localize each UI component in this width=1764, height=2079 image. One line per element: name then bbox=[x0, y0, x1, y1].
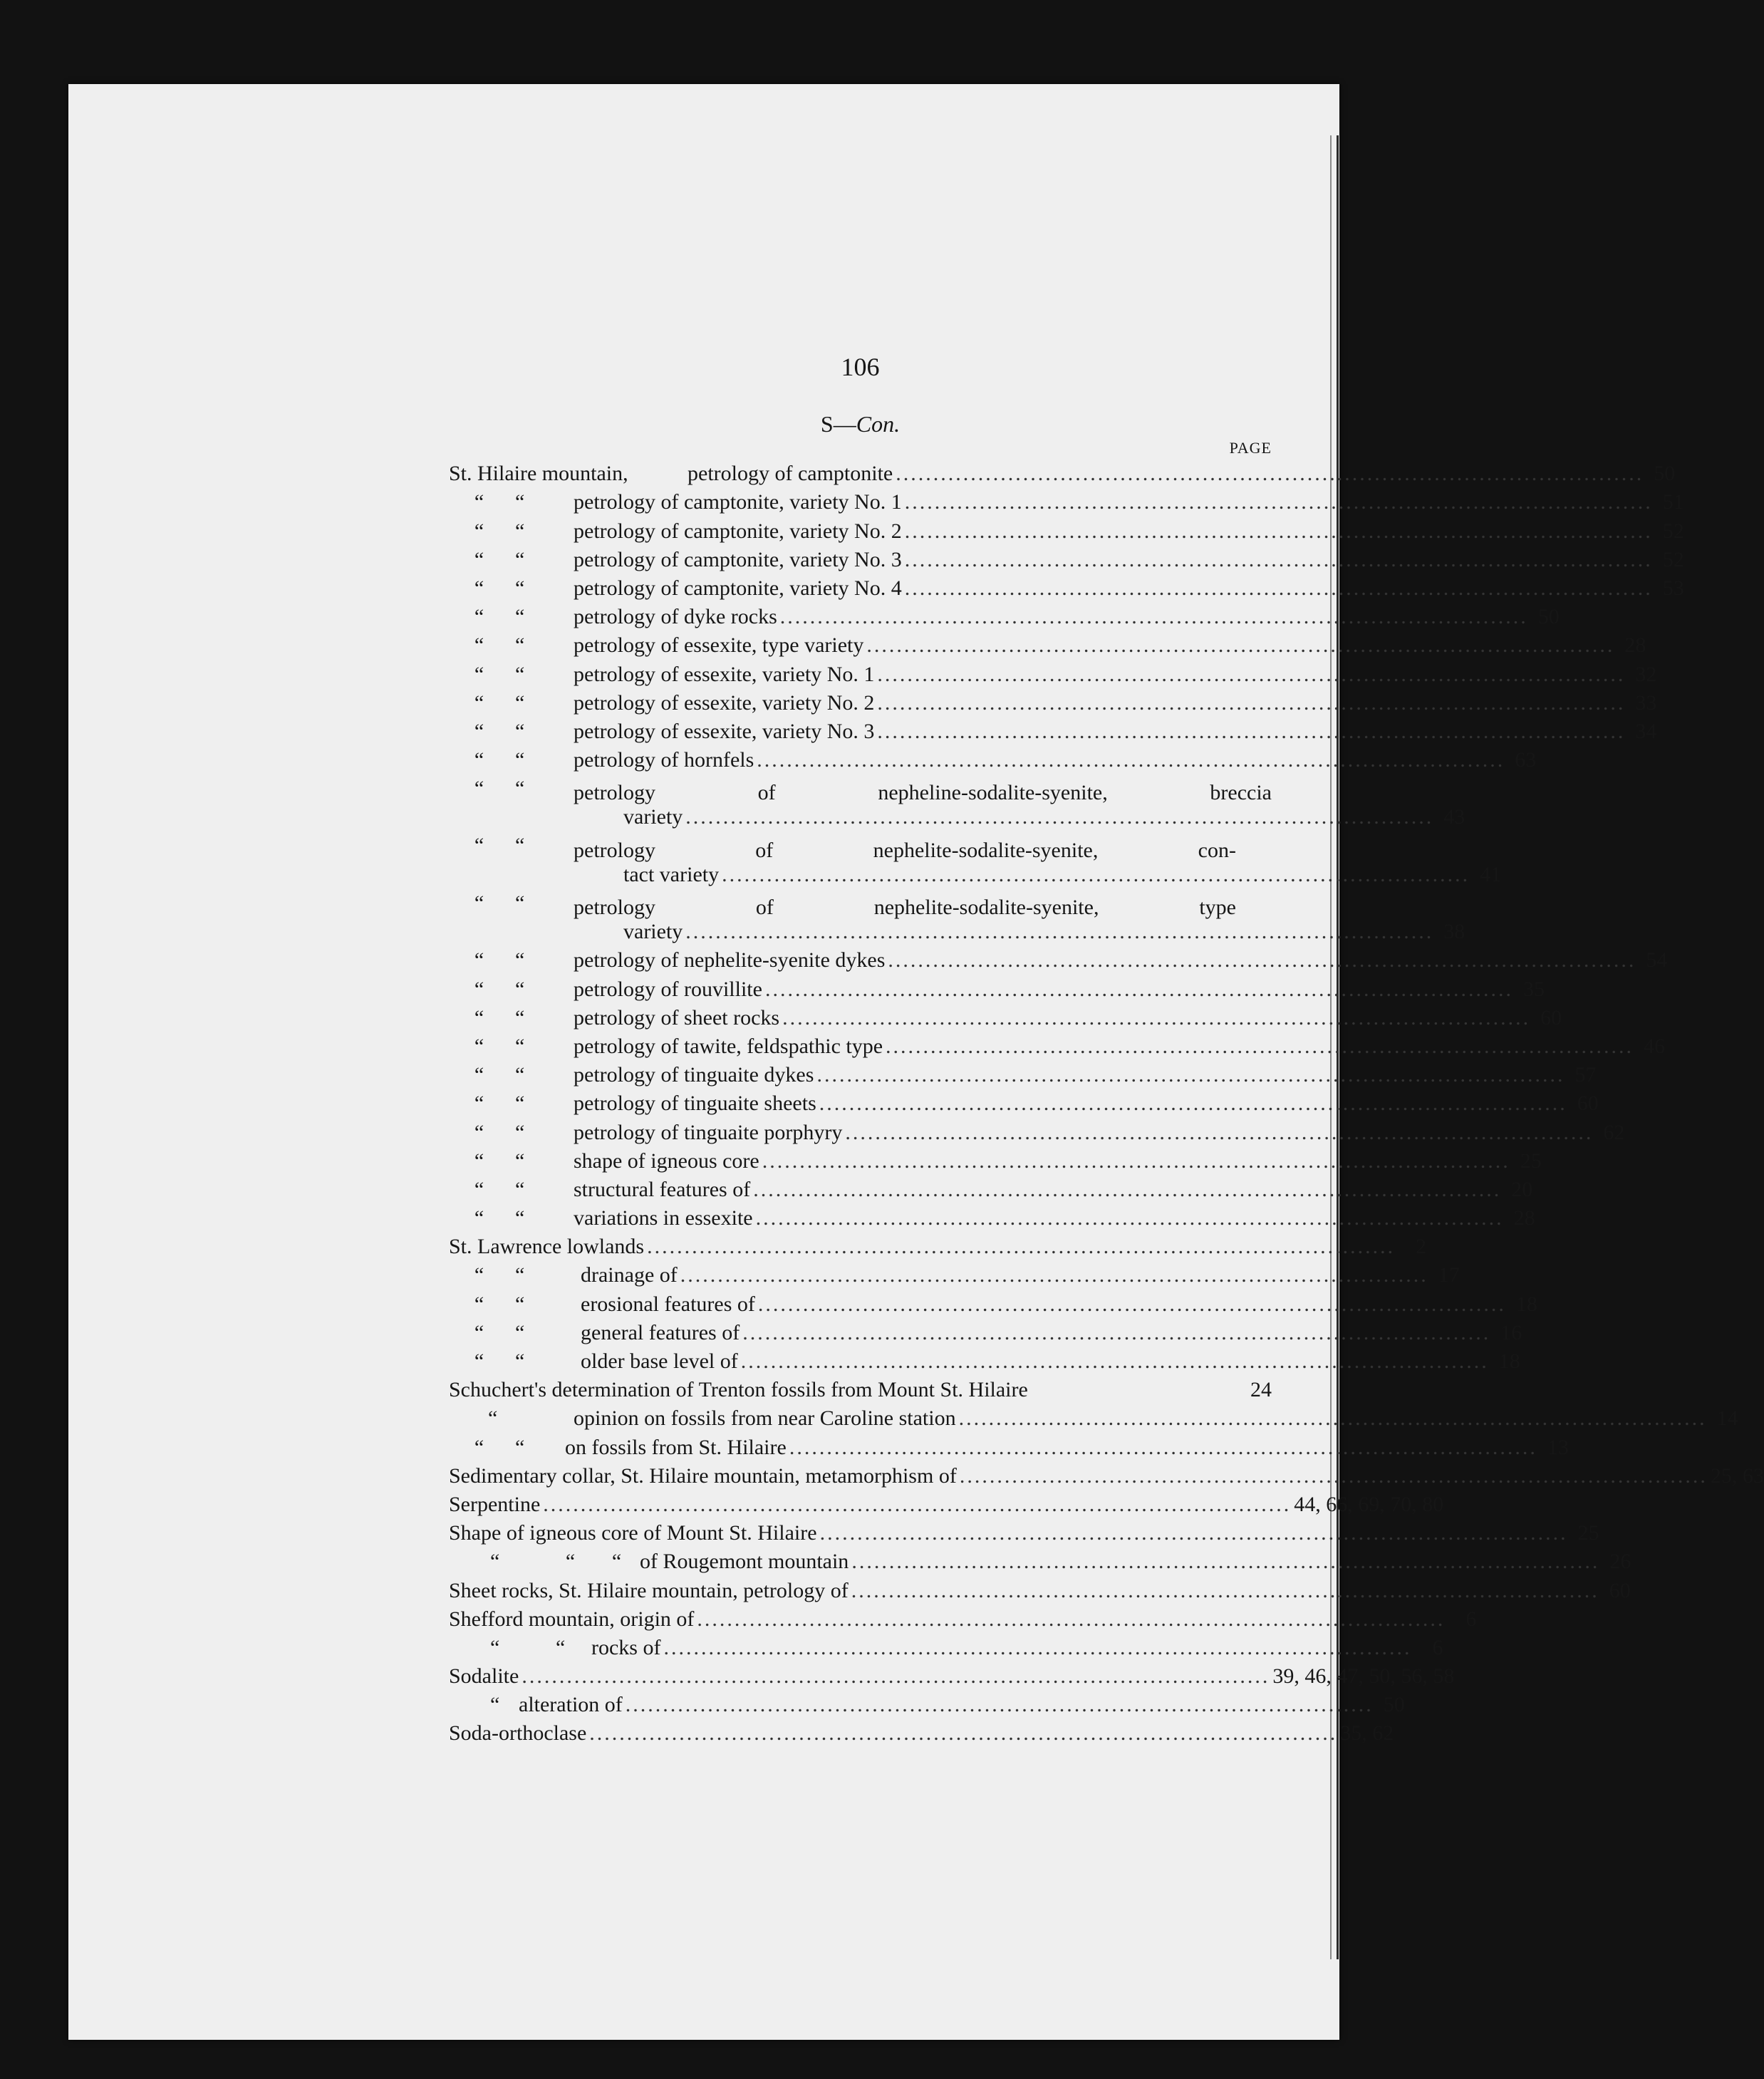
entry-page: 39, 46, 47, 50, 56, 58 bbox=[1272, 1664, 1455, 1689]
leader-dots: .................................................................................................... bbox=[904, 490, 1653, 514]
entry-page: 14 bbox=[1716, 1406, 1738, 1431]
leader-dots: .................................................................................................... bbox=[904, 547, 1653, 571]
index-entry bbox=[449, 1431, 1569, 1459]
ditto-mark: “ bbox=[474, 977, 484, 1001]
entry-page: 28 bbox=[1624, 633, 1646, 658]
leader-dots: .................................................................................................... bbox=[789, 1435, 1537, 1459]
ditto-mark: “ bbox=[474, 633, 484, 658]
entry-page: 26 bbox=[1609, 1550, 1631, 1574]
index-entry bbox=[449, 772, 1465, 829]
ditto-mark: “ bbox=[515, 948, 525, 973]
page-number: 106 bbox=[841, 353, 880, 381]
entry-page: 62 bbox=[1603, 1120, 1625, 1144]
ditto-mark: “ bbox=[611, 1550, 622, 1574]
entry-heading: Shefford mountain, origin of bbox=[449, 1607, 695, 1631]
entry-text-continued: variety bbox=[623, 920, 683, 944]
ditto-mark: “ bbox=[515, 690, 525, 715]
index-entry bbox=[449, 1287, 1537, 1316]
ditto-mark: “ bbox=[474, 1435, 484, 1459]
index-entry bbox=[449, 1632, 1443, 1660]
index-entry bbox=[449, 1345, 1520, 1374]
leader-dots: .................................................................................................... bbox=[740, 1349, 1489, 1374]
leader-dots: .................................................................................................... bbox=[816, 1063, 1565, 1087]
entry-text: petrology of hornfels bbox=[574, 748, 754, 772]
ditto-mark: “ bbox=[474, 834, 484, 858]
index-entry bbox=[449, 1116, 1625, 1144]
entry-text: petrology of camptonite, variety No. 2 bbox=[574, 519, 902, 543]
index-entry bbox=[449, 715, 1657, 744]
section-heading bbox=[449, 409, 1272, 439]
ditto-mark: “ bbox=[474, 1320, 484, 1344]
ditto-mark: “ bbox=[515, 1092, 525, 1116]
ditto-mark: “ bbox=[515, 1263, 525, 1287]
index-entry bbox=[449, 1460, 1764, 1488]
ditto-mark: “ bbox=[515, 1435, 525, 1459]
entry-page: 32 bbox=[1635, 662, 1657, 686]
leader-dots: .................................................................................................... bbox=[685, 805, 1434, 829]
entry-text: petrology of camptonite, variety No. 3 bbox=[574, 547, 902, 571]
entry-text: petrology of camptonite bbox=[688, 462, 893, 486]
entry-text: petrology of sheet rocks bbox=[574, 1005, 780, 1030]
entry-page: 60 bbox=[1540, 1005, 1562, 1030]
ditto-mark: “ bbox=[515, 547, 525, 571]
entry-heading: Schuchert's determination of Trenton fossils from Mount St. Hilaire bbox=[449, 1378, 1028, 1402]
index-entry bbox=[449, 629, 1646, 658]
index-entry bbox=[449, 687, 1657, 715]
ditto-mark: “ bbox=[515, 1292, 525, 1316]
entry-heading: Sodalite bbox=[449, 1664, 519, 1689]
ditto-mark: “ bbox=[474, 605, 484, 629]
ditto-mark: “ bbox=[515, 1005, 525, 1030]
entry-text: petrology of essexite, type variety bbox=[574, 633, 864, 658]
index-entry bbox=[449, 829, 1502, 886]
index-entry bbox=[449, 1660, 1455, 1689]
ditto-mark: “ bbox=[474, 519, 484, 543]
leader-dots: .................................................................................................... bbox=[697, 1607, 1446, 1631]
index-content bbox=[449, 0, 1764, 2079]
ditto-mark: “ bbox=[515, 1206, 525, 1230]
leader-dots: .................................................................................................... bbox=[877, 719, 1626, 743]
entry-page: 2 bbox=[1416, 1235, 1427, 1259]
ditto-mark: “ bbox=[474, 690, 484, 715]
ditto-mark: “ bbox=[474, 948, 484, 973]
entry-page: 50 bbox=[1383, 1693, 1405, 1717]
ditto-mark: “ bbox=[515, 719, 525, 743]
ditto-mark: “ bbox=[515, 490, 525, 514]
ditto-mark: “ bbox=[515, 1034, 525, 1058]
ditto-mark: “ bbox=[490, 1693, 500, 1717]
index-entry bbox=[449, 1317, 1522, 1345]
ditto-mark: “ bbox=[556, 1635, 566, 1659]
entry-text: petrology of camptonite, variety No. 4 bbox=[574, 576, 902, 600]
index-entry bbox=[449, 1717, 1394, 1746]
leader-dots: .................................................................................................... bbox=[522, 1664, 1270, 1689]
leader-dots: .................................................................................................... bbox=[959, 1463, 1708, 1488]
index-entry bbox=[449, 486, 1684, 514]
leader-dots: .................................................................................................... bbox=[845, 1120, 1594, 1144]
entry-page: 18 bbox=[1498, 1349, 1520, 1374]
ditto-mark: “ bbox=[515, 891, 525, 915]
leader-dots: .................................................................................................... bbox=[851, 1578, 1599, 1602]
entry-text: opinion on fossils from near Caroline station bbox=[574, 1406, 956, 1431]
entry-text: petrology of nephelite-sodalite-syenite, type bbox=[574, 896, 1236, 920]
entry-page: 6 bbox=[1465, 1607, 1477, 1631]
ditto-mark: “ bbox=[515, 1149, 525, 1173]
ditto-mark: “ bbox=[474, 490, 484, 514]
entry-text: petrology of nephelite-syenite dykes bbox=[574, 948, 886, 973]
index-entry bbox=[449, 514, 1684, 543]
entry-text: petrology of tinguaite dykes bbox=[574, 1063, 814, 1087]
entry-page: 50 bbox=[1537, 605, 1560, 629]
section-letter: S— bbox=[820, 411, 856, 437]
ditto-mark: “ bbox=[474, 1177, 484, 1201]
ditto-mark: “ bbox=[474, 547, 484, 571]
entry-page: 6 bbox=[1432, 1635, 1443, 1659]
entry-text: alteration of bbox=[519, 1693, 623, 1717]
ditto-mark: “ bbox=[565, 1550, 576, 1574]
leader-dots: .................................................................................................... bbox=[866, 633, 1615, 658]
ditto-mark: “ bbox=[474, 1206, 484, 1230]
index-entry bbox=[449, 1488, 1444, 1517]
index-entry bbox=[449, 1030, 1666, 1059]
index-entry bbox=[449, 1517, 1599, 1545]
entry-text: petrology of tinguaite porphyry bbox=[574, 1120, 843, 1144]
index-entry bbox=[449, 544, 1684, 572]
entry-page: 25 bbox=[1577, 1521, 1599, 1545]
entry-text: of Rougemont mountain bbox=[640, 1550, 849, 1574]
entry-page: 20 bbox=[1511, 1177, 1533, 1201]
leader-dots: .................................................................................................... bbox=[589, 1721, 1338, 1746]
index-entry bbox=[449, 457, 1676, 486]
leader-dots: .................................................................................................... bbox=[753, 1177, 1502, 1201]
entry-heading: Sheet rocks, St. Hilaire mountain, petrology of bbox=[449, 1578, 849, 1602]
ditto-mark: “ bbox=[474, 1149, 484, 1173]
index-entry bbox=[449, 1087, 1599, 1116]
leader-dots: .................................................................................................... bbox=[904, 576, 1653, 600]
leader-dots: .................................................................................................... bbox=[625, 1693, 1374, 1717]
ditto-mark: “ bbox=[474, 1349, 484, 1374]
ditto-mark: “ bbox=[515, 519, 525, 543]
entry-text: shape of igneous core bbox=[574, 1149, 759, 1173]
ditto-mark: “ bbox=[474, 1005, 484, 1030]
ditto-mark: “ bbox=[474, 1034, 484, 1058]
entry-text: erosional features of bbox=[581, 1292, 755, 1316]
index-entry bbox=[449, 1002, 1562, 1030]
entry-page: 43 bbox=[1443, 805, 1465, 829]
index-entry bbox=[449, 1603, 1477, 1632]
ditto-mark: “ bbox=[474, 1120, 484, 1144]
ditto-mark: “ bbox=[474, 777, 484, 801]
index-entry bbox=[449, 1230, 1427, 1259]
entry-text: structural features of bbox=[574, 1177, 751, 1201]
page-column-label: PAGE bbox=[1229, 439, 1272, 457]
entry-text: variations in essexite bbox=[574, 1206, 753, 1230]
entry-page: 16 bbox=[1500, 1320, 1522, 1344]
leader-dots: .................................................................................................... bbox=[819, 1092, 1567, 1116]
entry-heading: Soda-orthoclase bbox=[449, 1721, 587, 1746]
leader-dots: .................................................................................................... bbox=[680, 1263, 1428, 1287]
leader-dots: .................................................................................................... bbox=[904, 519, 1653, 543]
entry-text: petrology of tinguaite sheets bbox=[574, 1092, 816, 1116]
ditto-mark: “ bbox=[474, 1092, 484, 1116]
index-entry bbox=[449, 887, 1465, 944]
index-entry bbox=[449, 1173, 1533, 1202]
index-entry bbox=[449, 1689, 1405, 1717]
index-entry bbox=[449, 973, 1545, 1001]
entry-heading: St. Lawrence lowlands bbox=[449, 1235, 645, 1259]
entry-page: 46 bbox=[1644, 1034, 1666, 1058]
index-entry bbox=[449, 1545, 1631, 1574]
entry-text: general features of bbox=[581, 1320, 740, 1344]
ditto-mark: “ bbox=[474, 1292, 484, 1316]
entry-page: 60 bbox=[1609, 1578, 1631, 1602]
index-entry bbox=[449, 658, 1657, 686]
ditto-mark: “ bbox=[488, 1406, 498, 1431]
ditto-mark: “ bbox=[515, 1177, 525, 1201]
entry-text: petrology of rouvillite bbox=[574, 977, 762, 1001]
entry-page: 35, 62 bbox=[1340, 1721, 1394, 1746]
entry-heading: St. Hilaire mountain, bbox=[449, 462, 628, 486]
leader-dots: .................................................................................................... bbox=[886, 1034, 1634, 1058]
entry-page: 18 bbox=[1515, 1292, 1537, 1316]
leader-dots: .................................................................................................... bbox=[877, 662, 1626, 686]
entry-heading: Sedimentary collar, St. Hilaire mountain, metamorphism of bbox=[449, 1463, 957, 1488]
entry-page: 38 bbox=[1443, 920, 1465, 944]
entry-text: drainage of bbox=[581, 1263, 678, 1287]
ditto-mark: “ bbox=[515, 1320, 525, 1344]
section-suffix: Con. bbox=[856, 411, 901, 437]
leader-dots: .................................................................................................... bbox=[543, 1492, 1292, 1516]
entry-text-continued: variety bbox=[623, 805, 683, 829]
entry-page: 25, 63 bbox=[1710, 1463, 1764, 1488]
entry-text: petrology of essexite, variety No. 2 bbox=[574, 690, 875, 715]
leader-dots: .................................................................................................... bbox=[742, 1320, 1491, 1344]
entry-text: petrology of nephelite-sodalite-syenite, con- bbox=[574, 838, 1236, 862]
entry-page: 17 bbox=[1438, 1263, 1460, 1287]
ditto-mark: “ bbox=[515, 1063, 525, 1087]
index-entry bbox=[449, 601, 1560, 629]
leader-dots: .................................................................................................... bbox=[757, 1292, 1506, 1316]
leader-dots: .................................................................................................... bbox=[779, 605, 1528, 629]
entry-page: 24 bbox=[1250, 1378, 1272, 1402]
entry-text: petrology of tawite, feldspathic type bbox=[574, 1034, 883, 1058]
ditto-mark: “ bbox=[515, 748, 525, 772]
leader-dots: .................................................................................................... bbox=[896, 462, 1644, 486]
ditto-mark: “ bbox=[474, 1063, 484, 1087]
ditto-mark: “ bbox=[474, 719, 484, 743]
leader-dots: .................................................................................................... bbox=[685, 920, 1434, 944]
ditto-mark: “ bbox=[515, 633, 525, 658]
ditto-mark: “ bbox=[515, 977, 525, 1001]
index-entry bbox=[449, 944, 1668, 973]
index-entry bbox=[449, 744, 1537, 772]
entry-page: 34 bbox=[1635, 719, 1657, 743]
leader-dots: .................................................................................................... bbox=[877, 690, 1626, 715]
leader-dots: .................................................................................................... bbox=[819, 1521, 1568, 1545]
leader-dots: .................................................................................................... bbox=[764, 977, 1513, 1001]
ditto-mark: “ bbox=[490, 1635, 500, 1659]
entry-page: 60 bbox=[1577, 1092, 1599, 1116]
entry-text-continued: tact variety bbox=[623, 862, 720, 886]
entry-page: 54 bbox=[1646, 948, 1668, 973]
index-entries bbox=[449, 457, 1764, 1746]
entry-text: on fossils from St. Hilaire bbox=[565, 1435, 787, 1459]
ditto-mark: “ bbox=[474, 1263, 484, 1287]
entry-page: 50 bbox=[1654, 462, 1676, 486]
entry-page: 44, 66, 69, 70, 80 bbox=[1294, 1492, 1444, 1516]
index-entry bbox=[449, 1059, 1597, 1087]
leader-dots: .................................................................................................... bbox=[888, 948, 1636, 973]
entry-text: petrology of essexite, variety No. 1 bbox=[574, 662, 875, 686]
entry-page: 53 bbox=[1662, 576, 1684, 600]
index-entry bbox=[449, 1145, 1542, 1173]
ditto-mark: “ bbox=[490, 1550, 500, 1574]
entry-page: 41 bbox=[1480, 862, 1502, 886]
leader-dots: .................................................................................................... bbox=[762, 1149, 1510, 1173]
leader-dots: .................................................................................................... bbox=[782, 1005, 1531, 1030]
ditto-mark: “ bbox=[474, 891, 484, 915]
entry-heading: Serpentine bbox=[449, 1492, 541, 1516]
ditto-mark: “ bbox=[515, 576, 525, 600]
entry-page: 33 bbox=[1635, 690, 1657, 715]
entry-page: 25 bbox=[1520, 1149, 1542, 1173]
entry-page: 28 bbox=[1513, 1206, 1535, 1230]
ditto-mark: “ bbox=[515, 605, 525, 629]
entry-heading: Shape of igneous core of Mount St. Hilaire bbox=[449, 1521, 817, 1545]
index-entry bbox=[449, 1574, 1631, 1602]
leader-dots: .................................................................................................... bbox=[755, 1206, 1504, 1230]
index-entry bbox=[449, 1202, 1535, 1230]
ditto-mark: “ bbox=[515, 834, 525, 858]
ditto-mark: “ bbox=[474, 576, 484, 600]
index-entry bbox=[449, 1374, 1272, 1402]
entry-text: older base level of bbox=[581, 1349, 738, 1374]
entry-text: petrology of essexite, variety No. 3 bbox=[574, 719, 875, 743]
leader-dots: .................................................................................................... bbox=[958, 1406, 1707, 1431]
ditto-mark: “ bbox=[515, 662, 525, 686]
entry-text: rocks of bbox=[591, 1635, 661, 1659]
leader-dots: .................................................................................................... bbox=[663, 1635, 1412, 1659]
index-entry bbox=[449, 1259, 1460, 1287]
entry-page: 57 bbox=[1574, 1063, 1597, 1087]
entry-page: 35 bbox=[1522, 977, 1545, 1001]
leader-dots: .................................................................................................... bbox=[757, 748, 1505, 772]
entry-page: 52 bbox=[1662, 519, 1684, 543]
entry-page: 63 bbox=[1515, 748, 1537, 772]
entry-page: 51 bbox=[1662, 490, 1684, 514]
ditto-mark: “ bbox=[515, 777, 525, 801]
leader-dots: .................................................................................................... bbox=[722, 862, 1470, 886]
ditto-mark: “ bbox=[515, 1120, 525, 1144]
ditto-mark: “ bbox=[515, 1349, 525, 1374]
leader-dots: .................................................................................................... bbox=[851, 1550, 1600, 1574]
entry-text: petrology of dyke rocks bbox=[574, 605, 777, 629]
index-entry bbox=[449, 572, 1684, 601]
leader-dots: .................................................................................................... bbox=[647, 1235, 1396, 1259]
ditto-mark: “ bbox=[474, 662, 484, 686]
entry-text: petrology of nepheline-sodalite-syenite, breccia bbox=[574, 781, 1272, 805]
index-entry bbox=[449, 1402, 1738, 1431]
entry-page: 13 bbox=[1547, 1435, 1569, 1459]
ditto-mark: “ bbox=[474, 748, 484, 772]
entry-text: petrology of camptonite, variety No. 1 bbox=[574, 490, 902, 514]
entry-page: 52 bbox=[1662, 547, 1684, 571]
